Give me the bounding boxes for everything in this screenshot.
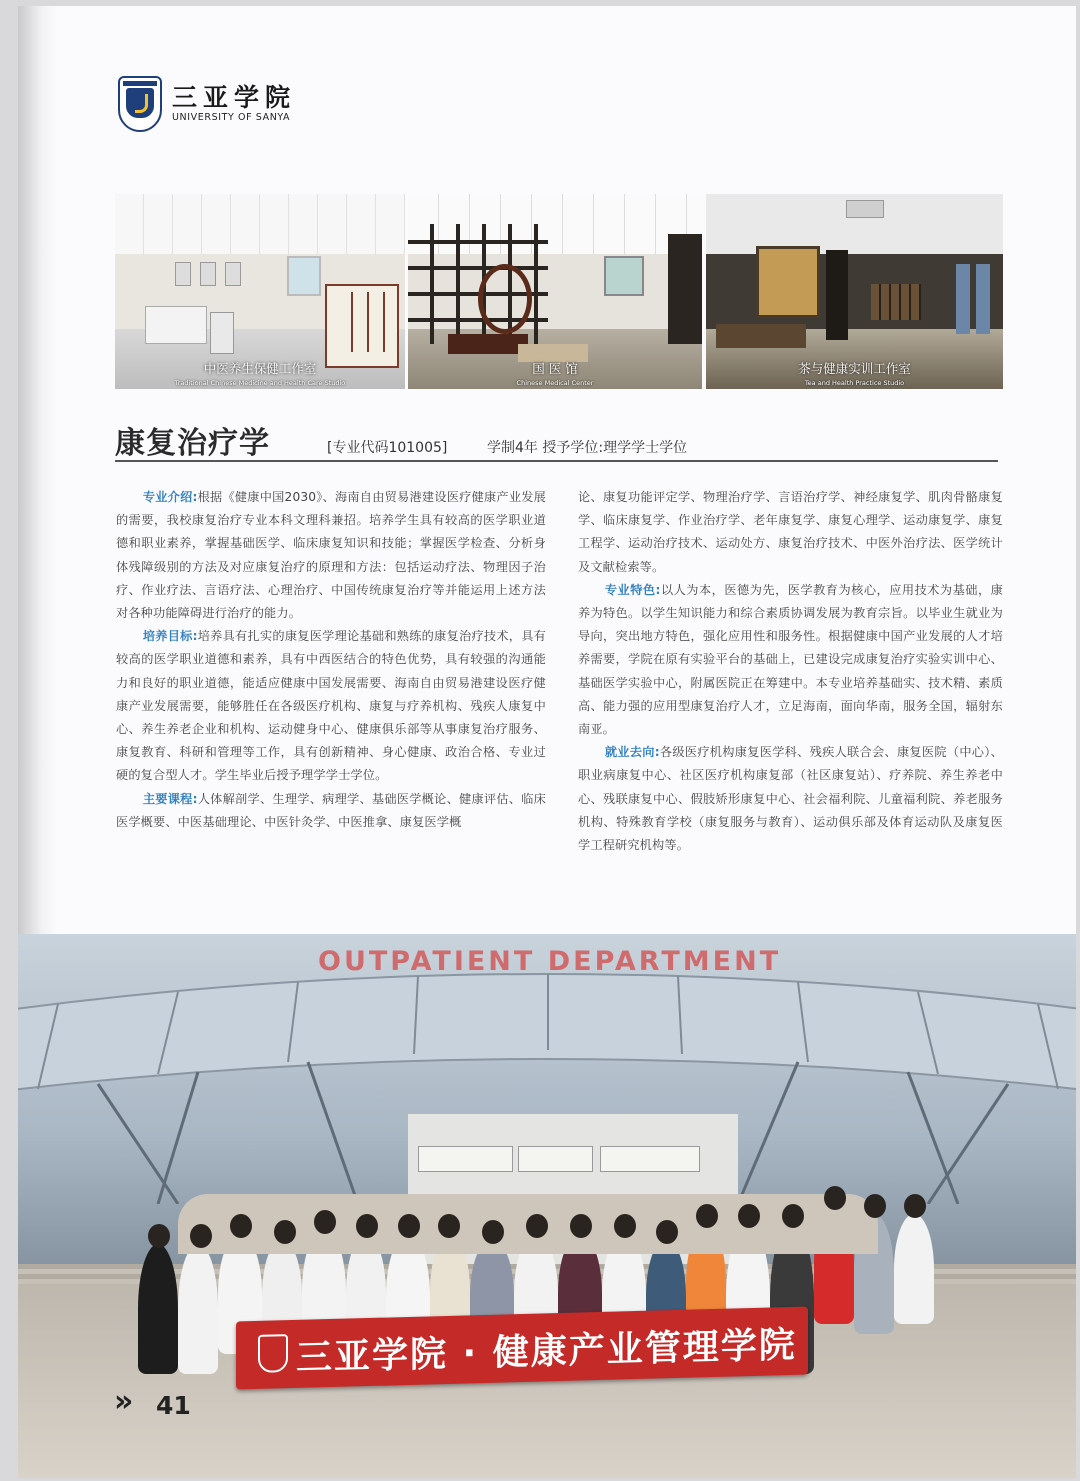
- facility-photo-tea-studio: [706, 194, 1003, 389]
- facility-photos: [115, 194, 1003, 389]
- feature-text: 以人为本，医德为先，医学教育为核心，应用技术为基础，康养为特色。以学生知识能力和综合素质协调发展为教育宗旨。以毕业生就业为导向，突出地方特色，强化应用性和服务性。根据健康中国产业发展的人才培养需要，学院在原有实验平台的基础上，已建设完成康复治疗实验实训中心、基础医学实验中心，附属医院正在筹建中。本专业培养基础实、技术精、素质高、能力强的应用型康复治疗人才，立足海南，面向华南，服务全国，辐射东南亚。: [578, 582, 1004, 737]
- feature-paragraph: [578, 579, 1003, 741]
- photo-caption-en: Chinese Medical Center: [516, 379, 594, 387]
- career-heading: 就业去向:: [604, 745, 660, 760]
- facility-photo-tcm-studio: [115, 194, 405, 389]
- goal-heading: 培养目标:: [142, 629, 198, 644]
- brochure-page: [18, 6, 1076, 1478]
- text-column-left: [116, 486, 546, 834]
- intro-heading: 专业介绍:: [142, 490, 198, 504]
- photo-caption: 茶与健康实训工作室: [798, 361, 911, 376]
- course-text: 人体解剖学、生理学、病理学、基础医学概论、健康评估、临床医学概要、中医基础理论、中医针灸学、中医推拿、康复医学概: [116, 791, 547, 829]
- page-number: 41: [156, 1391, 191, 1420]
- career-paragraph: [578, 741, 1003, 857]
- feature-heading: 专业特色:: [604, 582, 661, 597]
- major-code: [专业代码101005]: [327, 440, 448, 456]
- course-continued: 论、康复功能评定学、物理治疗学、言语治疗学、神经康复学、肌肉骨骼康复学、临床康复学、作业治疗学、老年康复学、康复心理学、运动康复学、康复工程学、运动治疗技术、运动处方、康复治疗技术、中医外治疗法、医学统计及文献检索等。: [578, 490, 1003, 574]
- course-heading: 主要课程:: [142, 791, 198, 806]
- building-sign: OUTPATIENT DEPARTMENT: [318, 946, 782, 977]
- facility-photo-medical-center: [408, 194, 702, 389]
- photo-caption-en: Tea and Health Practice Studio: [804, 379, 905, 387]
- photo-caption-en: Traditional Chinese Medicine and Health Care Studio: [174, 379, 346, 387]
- logo-chinese-name: 三亚学院: [172, 83, 297, 112]
- course-paragraph: [116, 788, 546, 834]
- goal-text: 培养具有扎实的康复医学理论基础和熟练的康复治疗技术，具有较高的医学职业道德和素养，具有中西医结合的特色优势，具有较强的沟通能力和良好的职业道德，能适应健康中国发展需要、海南自由贸易港建设医疗健康产业发展需要，能够胜任在各级医疗机构、康复与疗养机构、残疾人康复中心、养生养老企业和机构、运动健身中心、健康俱乐部等从事康复治疗服务、康复教育、科研和管理等工作，具有创新精神、身心健康、政治合格、专业过硬的复合型人才。学生毕业后授予理学学士学位。: [116, 629, 547, 783]
- text-column-right: [578, 486, 1003, 857]
- chevron-icon: »: [114, 1384, 134, 1419]
- major-title: 康复治疗学: [115, 426, 270, 461]
- banner-text: 三亚学院 · 健康产业管理学院: [296, 1324, 797, 1379]
- photo-caption: 中医养生保健工作室: [203, 361, 317, 376]
- major-degree: 学制4年 授予学位:理学学士学位: [487, 440, 688, 456]
- intro-paragraph: [116, 486, 546, 625]
- logo-english-name: UNIVERSITY OF SANYA: [172, 112, 291, 123]
- university-seal-icon: [118, 76, 162, 132]
- photo-caption: 国 医 馆: [532, 361, 578, 376]
- intro-text: 根据《健康中国2030》、海南自由贸易港建设医疗健康产业发展的需要，我校康复治疗专业本科文理科兼招。培养学生具有较高的医学职业道德和职业素养，掌握基础医学、临床康复知识和技能；掌握医学检查、分析身体残障级别的方法及对应康复治疗的原理和方法：包括运动疗法、物理因子治疗、作业疗法、言语疗法、心理治疗、中国传统康复治疗等并能运用上述方法对各种功能障碍进行治疗的能力。: [116, 490, 546, 621]
- goal-paragraph: [116, 625, 546, 787]
- career-text: 各级医疗机构康复医学科、残疾人联合会、康复医院（中心）、职业病康复中心、社区医疗机构康复部（社区康复站）、疗养院、养生养老中心、残联康复中心、假肢矫形康复中心、社会福利院、儿童福利院、养老服务机构、特殊教育学校（康复服务与教育）、运动俱乐部及体育运动队及康复医学工程研究机构等。: [578, 745, 1003, 853]
- banner-seal-icon: [258, 1334, 288, 1373]
- major-heading: [115, 418, 998, 462]
